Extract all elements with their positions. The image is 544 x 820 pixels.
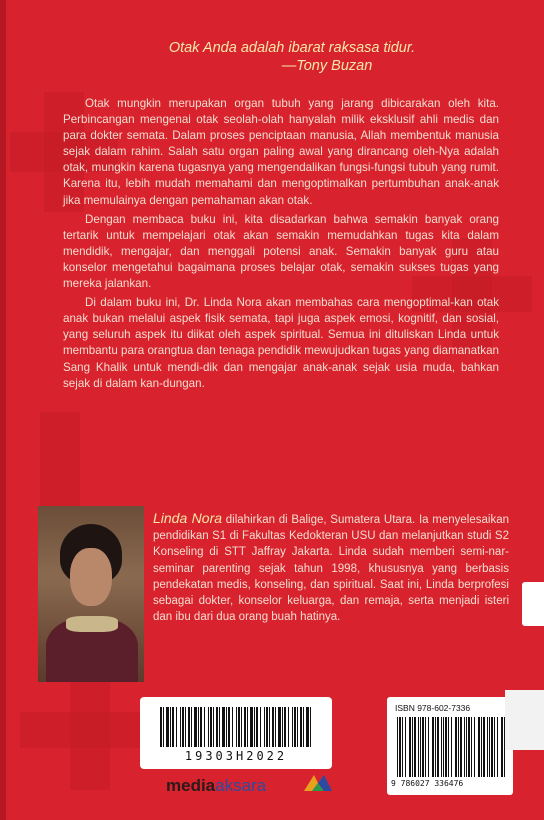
barcode-stripe	[478, 717, 480, 777]
quote-text: Otak Anda adalah ibarat raksasa tidur.	[168, 40, 416, 56]
author-name: Linda Nora	[153, 510, 223, 526]
barcode-stripe	[464, 717, 465, 777]
barcode-stripe	[194, 707, 197, 747]
barcode-stripe	[494, 717, 495, 777]
barcode-stripe	[481, 717, 482, 777]
barcode-stripe	[466, 717, 467, 777]
barcode-stripe	[501, 717, 503, 777]
barcode-stripe	[422, 717, 424, 777]
barcode-stripe	[222, 707, 225, 747]
barcode-stripe	[219, 707, 220, 747]
barcode-stripe	[497, 717, 498, 777]
barcode-stripe	[297, 707, 298, 747]
barcode-stripe	[405, 717, 406, 777]
barcode-stripe	[250, 707, 253, 747]
barcode-stripe	[489, 717, 490, 777]
barcode-stripe	[432, 717, 434, 777]
barcode-stripe	[428, 717, 429, 777]
barcode-stripe	[208, 707, 209, 747]
barcode-stripe	[236, 707, 237, 747]
barcode-stripe	[266, 707, 268, 747]
barcode-stripe	[487, 717, 488, 777]
barcode-stripe	[200, 707, 202, 747]
barcode-stripe	[191, 707, 192, 747]
isbn-label: ISBN 978-602-7336	[395, 703, 471, 713]
barcode-stripe	[460, 717, 462, 777]
barcode-stripe	[474, 717, 475, 777]
barcode-stripe	[451, 717, 452, 777]
barcode-stripe	[458, 717, 459, 777]
barcode-bars	[160, 707, 312, 747]
barcode-stripe	[399, 717, 401, 777]
barcode-stripe	[238, 707, 240, 747]
barcode-stripe	[204, 707, 205, 747]
barcode-stripe	[306, 707, 309, 747]
barcode-stripe	[180, 707, 181, 747]
barcode-stripe	[435, 717, 436, 777]
synopsis	[63, 96, 499, 395]
barcode-stripe	[303, 707, 304, 747]
publisher-part2: aksara	[215, 776, 267, 795]
barcode-stripe	[166, 707, 169, 747]
barcode-stripe	[491, 717, 493, 777]
barcode-stripe	[483, 717, 485, 777]
quote-author: —Tony Buzan	[281, 58, 373, 74]
barcode-stripe	[163, 707, 164, 747]
side-tab	[522, 582, 544, 626]
decorative-cross	[40, 412, 80, 512]
barcode-stripe	[397, 717, 398, 777]
barcode-stripe	[468, 717, 470, 777]
barcode-stripe	[288, 707, 289, 747]
synopsis-paragraph: Di dalam buku ini, Dr. Linda Nora akan membahas cara mengoptimal-kan otak anak bukan melalui aspek fisik semata, tapi juga aspek emosi, kognitif, dan sosial, yang seluruh aspek itu diikat oleh aspek spiritual. Semua ini dituliskan Linda untuk membantu para orangtua dan tenaga pendidik mewujudkan tugas yang diamanatkan Sang Khalik untuk mendi-dik dan mengajar anak-anak sejak usia muda, bahkan sejak di dalam kan-dungan.	[63, 296, 499, 390]
decorative-cross	[20, 712, 150, 748]
barcode-stripe	[272, 707, 274, 747]
synopsis-paragraph: Otak mungkin merupakan organ tubuh yang jarang dibicarakan oleh kita. Perbincangan mengenai otak seolah-olah hanyalah milik eksklusif ahli medis dan para dokter semata. Dalam proses penciptaan manusia, Allah membentuk manusia sejak dalam rahim. Salah satu organ paling awal yang dirancang oleh-Nya adalah otak, mungkin karena tugasnya yang mengendalikan fungsi-fungsi tubuh yang rumit. Karena itu, lebih mudah memahami dan mengoptimalkan pertumbuhan anak-anak jika memulainya dengan pemahaman akan otak.	[63, 97, 499, 207]
barcode-stripe	[228, 707, 230, 747]
barcode-stripe	[256, 707, 258, 747]
barcode-stripe	[216, 707, 218, 747]
barcode-stripe	[226, 707, 227, 747]
barcode-stripe	[210, 707, 212, 747]
barcode-stripe	[185, 707, 186, 747]
barcode-stripe	[254, 707, 255, 747]
barcode-stripe	[310, 707, 311, 747]
barcode-stripe	[264, 707, 265, 747]
barcode-stripe	[292, 707, 293, 747]
price-sticker	[505, 690, 544, 750]
barcode-stripe	[269, 707, 270, 747]
barcode	[140, 697, 332, 769]
isbn-barcode	[387, 697, 513, 795]
barcode-stripe	[160, 707, 162, 747]
barcode-stripe	[282, 707, 283, 747]
cover-edge	[0, 0, 6, 820]
barcode-stripe	[244, 707, 246, 747]
barcode-stripe	[455, 717, 457, 777]
barcode-stripe	[441, 717, 442, 777]
barcode-stripe	[213, 707, 214, 747]
barcode-stripe	[170, 707, 171, 747]
barcode-stripe	[425, 717, 426, 777]
barcode-stripe	[437, 717, 439, 777]
barcode-stripe	[198, 707, 199, 747]
author-photo	[38, 506, 144, 682]
synopsis-paragraph: Dengan membaca buku ini, kita disadarkan bahwa semakin banyak orang tertarik untuk mempelajari otak akan semakin memudahkan tugas kita dalam mendidik, mengajar, dan menggali potensi anak. Semakin banyak guru atau konselor mengetahui bagaimana proses belajar otak, semakin sukses tugas yang mereka jalankan.	[63, 212, 499, 291]
barcode-stripe	[260, 707, 261, 747]
barcode-stripe	[448, 717, 449, 777]
barcode-stripe	[409, 717, 411, 777]
barcode-stripe	[412, 717, 413, 777]
barcode-stripe	[471, 717, 472, 777]
barcode-stripe	[300, 707, 302, 747]
barcode-stripe	[182, 707, 184, 747]
barcode-stripe	[443, 717, 444, 777]
barcode-stripe	[275, 707, 276, 747]
barcode-stripe	[176, 707, 177, 747]
barcode-stripe	[247, 707, 248, 747]
barcode-stripe	[420, 717, 421, 777]
barcode-stripe	[172, 707, 174, 747]
barcode-stripe	[278, 707, 281, 747]
barcode-stripe	[232, 707, 233, 747]
author-bio-text: dilahirkan di Balige, Sumatera Utara. Ia menyelesaikan pendidikan S1 di Fakultas Kedokteran USU dan melanjutkan studi S2 Konseling di STT Jaffray Jakarta. Linda sudah memberi semi-nar-seminar parenting sejak tahun 1998, khususnya yang berbasis pendekatan medis, konseling, dan spiritual. Saat ini, Linda berprofesi sebagai dokter, konselor keluarga, dan remaja, serta menjadi isteri dan ibu dari dua orang buah hatinya.	[153, 514, 509, 624]
isbn-digits: 9 786027 336476	[391, 779, 464, 788]
barcode-number: 19303H2022	[184, 749, 288, 763]
isbn-bars	[397, 717, 505, 777]
barcode-stripe	[445, 717, 447, 777]
author-bio	[153, 510, 509, 625]
barcode-stripe	[418, 717, 419, 777]
publisher-logo-icon	[302, 773, 334, 793]
publisher-part1: media	[166, 776, 216, 795]
barcode-stripe	[414, 717, 416, 777]
barcode-stripe	[294, 707, 296, 747]
barcode-stripe	[284, 707, 286, 747]
barcode-stripe	[188, 707, 190, 747]
publisher-logo-text	[166, 776, 266, 796]
barcode-stripe	[402, 717, 403, 777]
barcode-stripe	[241, 707, 242, 747]
